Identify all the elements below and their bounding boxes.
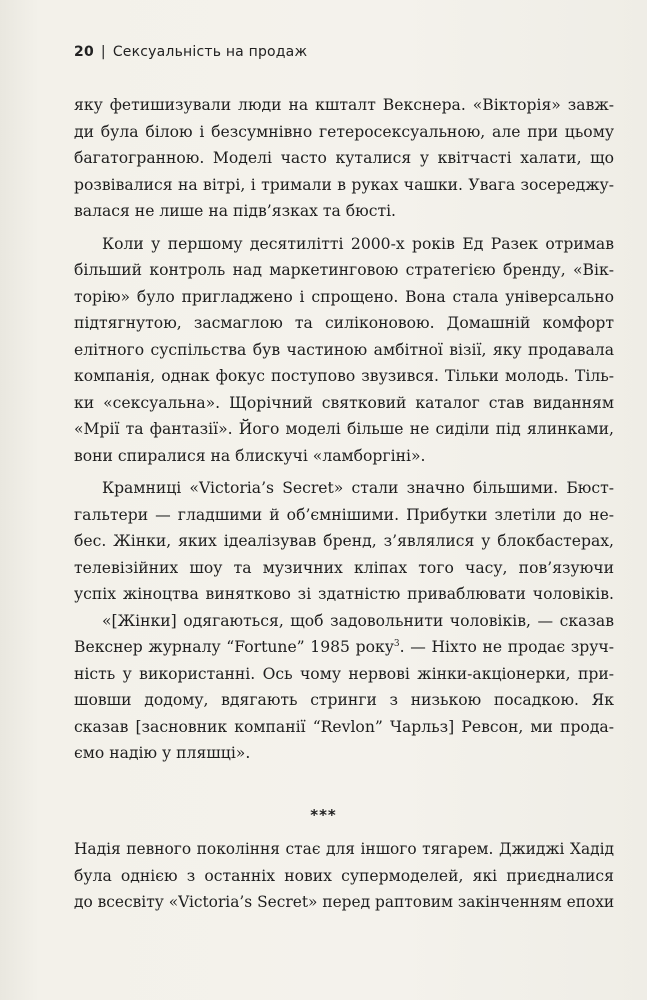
section-break: ***	[310, 806, 337, 824]
page-number: 20	[74, 44, 94, 60]
text-line: ди була білою і безсумнівно гетеросексуальною, але при цьому	[74, 122, 614, 141]
text-line: «[Жінки] одягаються, щоб задовольнити чоловіків, — сказав	[102, 611, 614, 630]
text-line: яку фетишизували люди на кшталт Векснера. «Вікторія» завж-	[74, 96, 614, 114]
text-line: ємо надію у пляшці».	[74, 744, 251, 762]
text-line: багатогранною. Моделі часто куталися у квітчасті халати, що	[74, 149, 614, 167]
text-line: Коли у першому десятилітті 2000-х років Ед Разек отримав	[102, 234, 614, 253]
body-text-bottom	[74, 836, 614, 916]
paragraph-1	[74, 92, 614, 225]
footnote-marker: 3	[393, 638, 400, 649]
text-line: розвівалися на вітрі, і тримали в руках чашки. Увага зосереджу-	[74, 175, 614, 194]
text-line: до всесвіту «Victoria’s Secret» перед раптовим закінченням епохи	[74, 893, 615, 911]
text-line: була однією з останніх нових супермоделей, які приєдналися	[74, 866, 614, 885]
text-line: ність у використанні. Ось чому нервові жінки-акціонерки, при-	[74, 664, 614, 683]
text-line: елітного суспільства був частиною амбітної візії, яку продавала	[74, 340, 614, 359]
text-line: шовши додому, вдягають стринги з низькою посадкою. Як	[74, 691, 614, 709]
paragraph-3	[74, 475, 614, 608]
text-line: торію» було пригладжено і спрощено. Вона стала універсально	[74, 287, 614, 306]
text-line-with-footnote	[74, 634, 614, 661]
running-head	[74, 44, 307, 60]
chapter-title: Сексуальність на продаж	[112, 44, 308, 60]
text-line: більший контроль над маркетинговою стратегією бренду, «Вік-	[74, 261, 614, 279]
text-line: ки «сексуальна». Щорічний святковий каталог став виданням	[74, 393, 614, 412]
text-line: вони спиралися на блискучі «ламборгіні».	[74, 446, 426, 465]
text-line: сказав [засновник компанії “Revlon” Чарльз] Ревсон, ми прода-	[74, 717, 614, 736]
body-text-top	[74, 92, 614, 767]
text-line: успіх жіноцтва винятково зі здатністю приваблювати чоловіків.	[74, 585, 614, 603]
text-line: валася не лише на підв’язках та бюсті.	[74, 202, 397, 220]
text-line: Надія певного покоління стає для іншого тягарем. Джиджі Хадід	[74, 840, 614, 858]
text-line: гальтери — гладшими й об’ємнішими. Прибутки злетіли до не-	[74, 505, 614, 524]
text-line: «Мрії та фантазії». Його моделі більше не сиділи під ялинками,	[74, 420, 614, 438]
paragraph-5	[74, 836, 614, 916]
text-line: підтягнутою, засмаглою та силіконовою. Домашній комфорт	[74, 314, 614, 332]
text-line: бес. Жінки, яких ідеалізував бренд, з’являлися у блокбастерах,	[74, 532, 614, 550]
text-line: Крамниці «Victoria’s Secret» стали значно більшими. Бюст-	[102, 479, 614, 497]
text-line: телевізійних шоу та музичних кліпах того часу, пов’язуючи	[74, 558, 614, 577]
text-line: компанія, однак фокус поступово звузився. Тільки молодь. Тіль-	[74, 367, 614, 385]
text-segment: Векснер журналу “Fortune” 1985 року	[74, 638, 394, 656]
paragraph-2	[74, 231, 614, 470]
paragraph-4-quote	[74, 608, 614, 767]
running-head-separator: |	[100, 44, 106, 60]
text-segment: . — Ніхто не продає зруч-	[399, 638, 614, 656]
